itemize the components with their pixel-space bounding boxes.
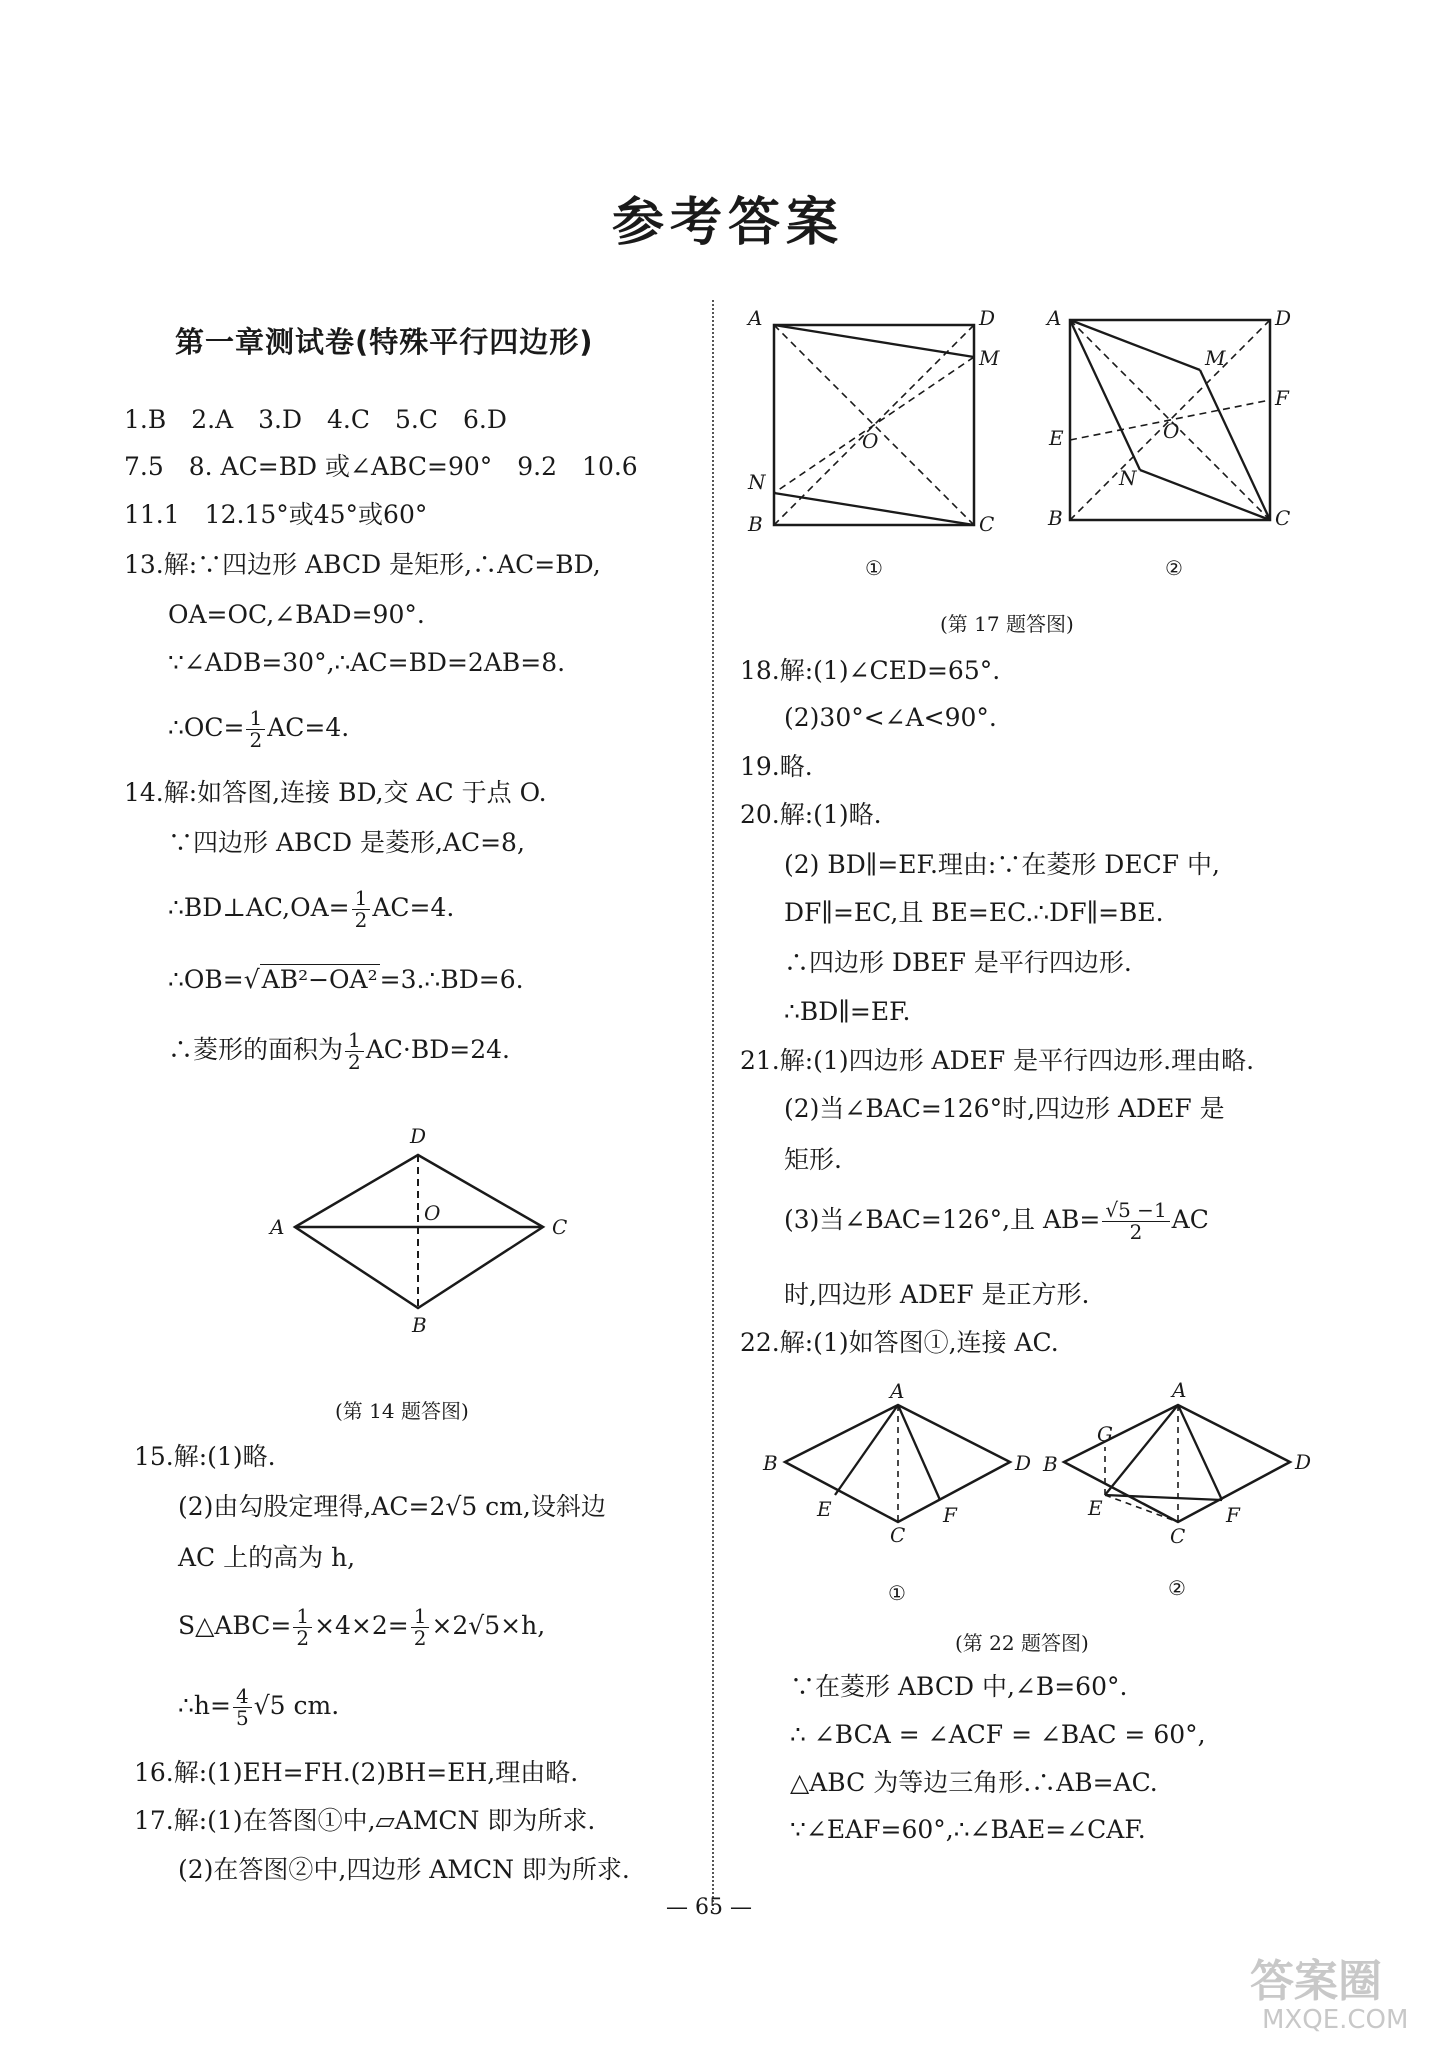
answer-line (168, 708, 349, 751)
figure-22-diagram-2 (1040, 1365, 1325, 1610)
label-b: B (763, 1451, 778, 1475)
answer-line: △ABC 为等边三角形.∴AB=AC. (790, 1768, 1158, 1797)
segment-af (898, 1405, 940, 1500)
answer-line (178, 1606, 545, 1649)
answer-line: 17.解:(1)在答图①中,▱AMCN 即为所求. (134, 1806, 596, 1835)
expr-text: ×4×2= (314, 1611, 409, 1640)
label-c: C (979, 512, 995, 536)
expr-text: (3)当∠BAC=126°,且 AB= (784, 1205, 1101, 1234)
answer-line: ∴BD∥=EF. (784, 997, 911, 1026)
expr-text: AC·BD=24. (365, 1035, 511, 1064)
figure-number-1: ① (865, 556, 883, 580)
fraction: $\frac{1}{2}$ (293, 1606, 312, 1649)
answer-line: 21.解:(1)四边形 ADEF 是平行四边形.理由略. (740, 1046, 1255, 1075)
label-b: B (748, 512, 763, 536)
label-c: C (1275, 506, 1291, 530)
watermark-url: MXQE.COM (1262, 2005, 1409, 2035)
figure-22-diagram-1 (755, 1370, 1045, 1615)
expr-text: AC=4. (372, 893, 455, 922)
label-a: A (1172, 1378, 1187, 1402)
answer-line: 16.解:(1)EH=FH.(2)BH=EH,理由略. (134, 1758, 579, 1787)
figure-14-caption: (第 14 题答图) (335, 1399, 469, 1423)
label-b: B (1048, 506, 1063, 530)
answer-line: 1.B 2.A 3.D 4.C 5.C 6.D (124, 405, 507, 434)
answer-line: ∵∠ADB=30°,∴AC=BD=2AB=8. (168, 648, 566, 677)
answer-line: 22.解:(1)如答图①,连接 AC. (740, 1328, 1059, 1357)
figure-22-caption: (第 22 题答图) (955, 1631, 1089, 1655)
label-o: O (424, 1201, 441, 1225)
figure-number-1: ① (888, 1581, 906, 1605)
answer-line: 矩形. (784, 1145, 842, 1174)
label-f: F (943, 1503, 957, 1527)
expr-text: ∴OB=√ (168, 965, 260, 994)
expr-text: AC=4. (267, 713, 350, 742)
label-o: O (1163, 419, 1180, 443)
label-d: D (1275, 306, 1292, 330)
answer-line: DF∥=EC,且 BE=EC.∴DF∥=BE. (784, 898, 1164, 927)
label-n: N (748, 470, 766, 494)
label-m: M (979, 346, 1000, 370)
answer-line (784, 1200, 1209, 1243)
answer-line: (2) BD∥=EF.理由:∵在菱形 DECF 中, (784, 850, 1220, 879)
figure-17-diagram-1 (735, 305, 1025, 590)
answer-line: 15.解:(1)略. (134, 1442, 276, 1471)
expr-text: ∴BD⊥AC,OA= (168, 893, 350, 922)
label-f: F (1226, 1503, 1240, 1527)
watermark-logo: 答案圈 (1250, 1956, 1382, 2007)
figure-14-rhombus (260, 1110, 590, 1340)
expr-text: ∴OC= (168, 713, 245, 742)
label-c: C (552, 1215, 568, 1239)
segment-ae (1105, 1405, 1178, 1495)
answer-line: OA=OC,∠BAD=90°. (168, 600, 425, 629)
figure-17-diagram-2 (1035, 305, 1315, 590)
answer-line: ∵在菱形 ABCD 中,∠B=60°. (790, 1672, 1128, 1701)
answer-line: 11.1 12.15°或45°或60° (124, 500, 428, 529)
label-d: D (979, 306, 996, 330)
label-b: B (412, 1313, 427, 1337)
answer-line: 20.解:(1)略. (740, 800, 882, 829)
expr-text: √5 cm. (253, 1691, 340, 1720)
page-number: — 65 — (666, 1895, 752, 1920)
answer-line: 14.解:如答图,连接 BD,交 AC 于点 O. (124, 778, 547, 807)
answer-line: (2)由勾股定理得,AC=2√5 cm,设斜边 (178, 1492, 606, 1521)
answer-line (168, 965, 524, 995)
answer-line: ∵∠EAF=60°,∴∠BAE=∠CAF. (790, 1815, 1146, 1844)
expr-text: ∴h= (178, 1691, 231, 1720)
answer-line: (2)30°<∠A<90°. (784, 703, 997, 732)
label-e: E (1049, 426, 1064, 450)
figure-17-caption: (第 17 题答图) (940, 612, 1074, 636)
label-d: D (410, 1124, 427, 1148)
answer-line: 13.解:∵四边形 ABCD 是矩形,∴AC=BD, (124, 550, 601, 579)
segment-ae (835, 1405, 898, 1495)
radicand: AB²−OA² (261, 965, 378, 994)
answer-line: (2)当∠BAC=126°时,四边形 ADEF 是 (784, 1094, 1225, 1123)
expr-text: ×2√5×h, (431, 1611, 546, 1640)
answer-line: 时,四边形 ADEF 是正方形. (784, 1280, 1090, 1309)
expr-text: S△ABC= (178, 1611, 292, 1640)
fraction: $\frac{1}{2}$ (345, 1030, 364, 1073)
label-g: G (1097, 1422, 1113, 1446)
label-a: A (1047, 306, 1062, 330)
label-f: F (1275, 386, 1289, 410)
label-c: C (890, 1523, 906, 1547)
answer-line: AC 上的高为 h, (178, 1543, 356, 1572)
answer-line (168, 1030, 510, 1073)
answer-line: 19.略. (740, 752, 813, 781)
section-title: 第一章测试卷(特殊平行四边形) (175, 325, 594, 359)
segment-nc (774, 493, 974, 525)
answer-line: ∵四边形 ABCD 是菱形,AC=8, (168, 828, 525, 857)
label-e: E (817, 1497, 832, 1521)
segment-am (774, 325, 974, 357)
figure-number-2: ② (1165, 556, 1183, 580)
fraction: $\frac{1}{2}$ (246, 708, 265, 751)
fraction: $\frac{1}{2}$ (352, 888, 371, 931)
answer-line: 18.解:(1)∠CED=65°. (740, 656, 1001, 685)
label-d: D (1015, 1451, 1032, 1475)
label-e: E (1088, 1496, 1103, 1520)
label-a: A (890, 1379, 905, 1403)
fraction: $\frac{√5 -1}{2}$ (1102, 1200, 1169, 1243)
figure-number-2: ② (1168, 1576, 1186, 1600)
answer-line (178, 1686, 339, 1729)
expr-text: ∴菱形的面积为 (168, 1035, 344, 1064)
label-a: A (748, 306, 763, 330)
answer-line: (2)在答图②中,四边形 AMCN 即为所求. (178, 1855, 630, 1884)
label-c: C (1170, 1524, 1186, 1548)
answer-line: ∴ ∠BCA = ∠ACF = ∠BAC = 60°, (790, 1720, 1206, 1749)
segment-ec (1105, 1495, 1178, 1522)
expr-text: AC (1171, 1205, 1209, 1234)
answer-line: 7.5 8. AC=BD 或∠ABC=90° 9.2 10.6 (124, 452, 638, 481)
segment-ef (1105, 1495, 1222, 1500)
label-o: O (862, 429, 879, 453)
label-d: D (1295, 1450, 1312, 1474)
answer-line (168, 888, 454, 931)
page-title: 参考答案 (612, 193, 845, 253)
column-divider (712, 300, 714, 1910)
segment-af (1178, 1405, 1222, 1500)
label-a: A (270, 1215, 285, 1239)
fraction: $\frac{1}{2}$ (411, 1606, 430, 1649)
label-b: B (1043, 1452, 1058, 1476)
fraction: $\frac{4}{5}$ (233, 1686, 252, 1729)
segment-mn (774, 357, 974, 493)
expr-text: =3.∴BD=6. (379, 965, 524, 994)
label-m: M (1205, 346, 1226, 370)
answer-line: ∴四边形 DBEF 是平行四边形. (784, 948, 1132, 977)
label-n: N (1119, 466, 1137, 490)
